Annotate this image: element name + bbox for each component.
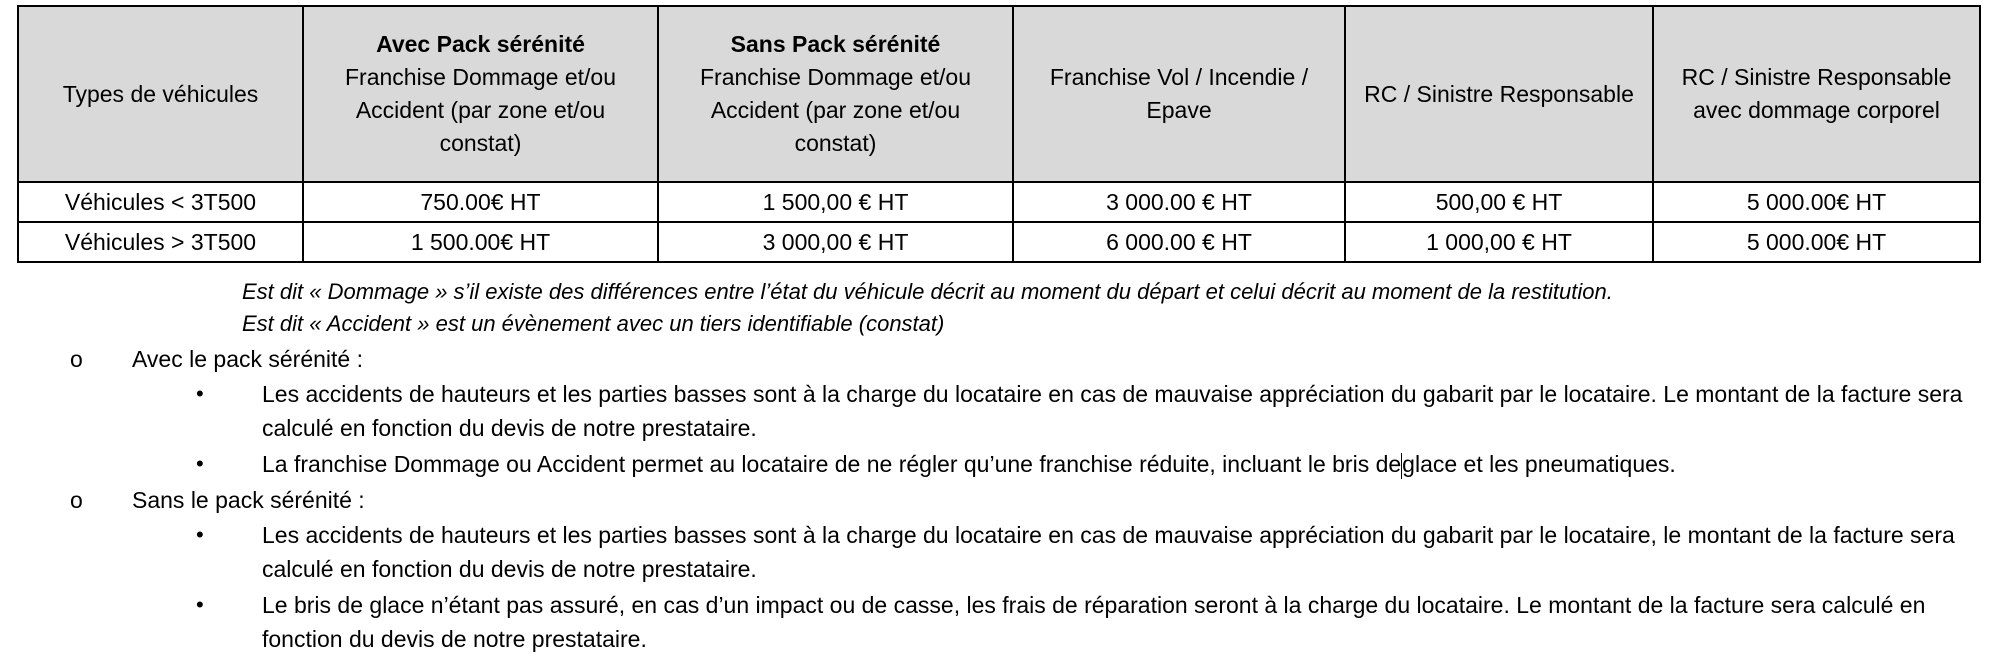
table-cell: 6 000.00 € HT bbox=[1013, 222, 1345, 262]
header-rc-sinistre bbox=[1345, 6, 1653, 182]
section-heading-with-pack bbox=[70, 343, 363, 375]
section-title: Sans le pack sérénité : bbox=[132, 487, 365, 513]
table-cell: Véhicules < 3T500 bbox=[18, 182, 303, 222]
table-cell: 5 000.00€ HT bbox=[1653, 182, 1980, 222]
list-item bbox=[196, 447, 2002, 481]
list-item bbox=[196, 588, 2002, 656]
bullet-marker: • bbox=[196, 451, 204, 476]
header-vehicle-type bbox=[18, 6, 303, 182]
list-item-text: Les accidents de hauteurs et les parties basses sont à la charge du locataire en cas de mauvaise appréciation du gabarit par le locataire, le montant de la facture sera calculé en fonction du devis de notre prestataire. bbox=[262, 522, 1955, 582]
header-text: Franchise Dommage et/ou Accident (par zone et/ou constat) bbox=[699, 64, 971, 156]
header-text: Franchise Dommage et/ou Accident (par zone et/ou constat) bbox=[344, 64, 616, 156]
bullet-marker: • bbox=[196, 592, 204, 617]
list-item-text bbox=[262, 447, 2002, 481]
header-without-pack bbox=[658, 6, 1013, 182]
header-text: RC / Sinistre Responsable bbox=[1364, 80, 1634, 107]
table-cell: 500,00 € HT bbox=[1345, 182, 1653, 222]
note-accident: Est dit « Accident » est un évènement avec un tiers identifiable (constat) bbox=[242, 311, 945, 336]
header-text: Types de véhicules bbox=[62, 80, 259, 107]
header-text: RC / Sinistre Responsable avec dommage corporel bbox=[1681, 64, 1952, 123]
table-row bbox=[18, 182, 1980, 222]
table-cell: 750.00€ HT bbox=[303, 182, 658, 222]
table-cell: 1 500.00€ HT bbox=[303, 222, 658, 262]
list-item bbox=[196, 377, 2002, 445]
table-cell: 3 000,00 € HT bbox=[658, 222, 1013, 262]
header-theft-fire bbox=[1013, 6, 1345, 182]
bullet-marker: • bbox=[196, 522, 204, 547]
bullet-marker: • bbox=[196, 381, 204, 406]
header-text: Franchise Vol / Incendie / Epave bbox=[1049, 64, 1309, 123]
franchise-table bbox=[17, 5, 1981, 263]
list-marker: o bbox=[70, 487, 83, 513]
table-cell: 5 000.00€ HT bbox=[1653, 222, 1980, 262]
table-cell: 3 000.00 € HT bbox=[1013, 182, 1345, 222]
header-bold-text: Sans Pack sérénité bbox=[730, 31, 941, 57]
header-bold-text: Avec Pack sérénité bbox=[376, 31, 585, 57]
list-item-text-part: glace et les pneumatiques. bbox=[1402, 451, 1676, 477]
table-header-row bbox=[18, 6, 1980, 182]
list-item-text: Les accidents de hauteurs et les parties basses sont à la charge du locataire en cas de mauvaise appréciation du gabarit par le locataire. Le montant de la facture sera calculé en fonction du devis de notre prestataire. bbox=[262, 381, 1963, 441]
list-marker: o bbox=[70, 346, 83, 372]
table-row bbox=[18, 222, 1980, 262]
list-item bbox=[196, 518, 2002, 586]
note-dommage: Est dit « Dommage » s’il existe des différences entre l’état du véhicule décrit au moment du départ et celui décrit au moment de la restitution. bbox=[242, 279, 1613, 304]
list-item-text-part: La franchise Dommage ou Accident permet au locataire de ne régler qu’une franchise réduite, incluant le bris de bbox=[262, 451, 1402, 477]
table-cell: 1 500,00 € HT bbox=[658, 182, 1013, 222]
table-cell: 1 000,00 € HT bbox=[1345, 222, 1653, 262]
section-title: Avec le pack sérénité : bbox=[132, 346, 363, 372]
header-rc-corporel bbox=[1653, 6, 1980, 182]
list-item-text: Le bris de glace n’étant pas assuré, en cas d’un impact ou de casse, les frais de réparation seront à la charge du locataire. Le montant de la facture sera calculé en fonction du devis de notre prestataire. bbox=[262, 592, 1926, 652]
section-heading-without-pack bbox=[70, 484, 365, 516]
table-cell: Véhicules > 3T500 bbox=[18, 222, 303, 262]
header-with-pack bbox=[303, 6, 658, 182]
